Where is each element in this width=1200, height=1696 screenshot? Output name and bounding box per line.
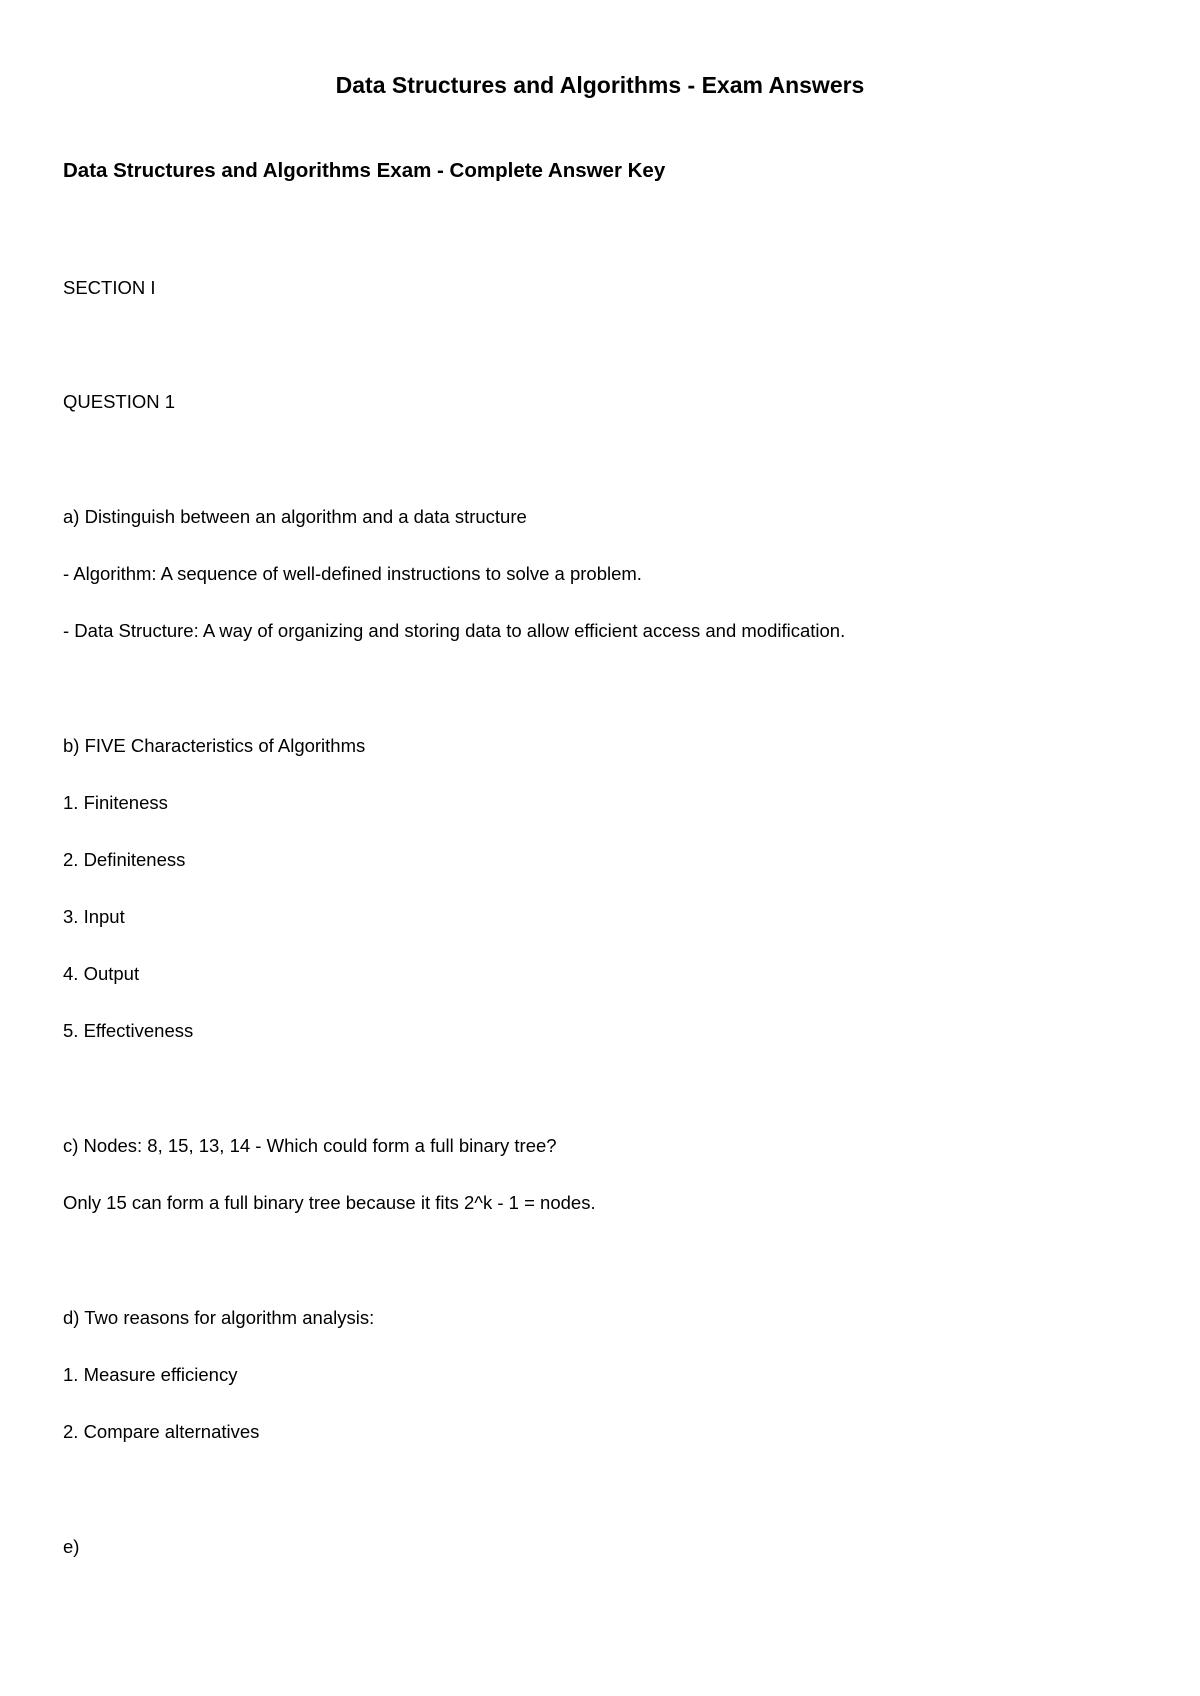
part-b-item-4: 4. Output: [63, 963, 140, 984]
part-c-answer: Only 15 can form a full binary tree because it fits 2^k - 1 = nodes.: [63, 1192, 596, 1213]
part-b-heading: b) FIVE Characteristics of Algorithms: [63, 735, 366, 756]
document-title: Data Structures and Algorithms - Exam Answers: [335, 72, 865, 98]
part-b-item-2: 2. Definiteness: [63, 849, 186, 870]
document-subtitle: Data Structures and Algorithms Exam - Complete Answer Key: [63, 159, 666, 182]
part-b-item-1: 1. Finiteness: [63, 792, 168, 813]
part-d-item-2: 2. Compare alternatives: [63, 1421, 260, 1442]
part-a-line-data-structure: - Data Structure: A way of organizing and storing data to allow efficient access and modification.: [63, 620, 846, 641]
part-a-heading: a) Distinguish between an algorithm and a data structure: [63, 506, 527, 527]
part-d-item-1: 1. Measure efficiency: [63, 1364, 238, 1385]
part-a-line-algorithm: - Algorithm: A sequence of well-defined instructions to solve a problem.: [63, 563, 642, 584]
section-heading: SECTION I: [63, 277, 156, 298]
part-b-item-5: 5. Effectiveness: [63, 1020, 194, 1041]
part-d-heading: d) Two reasons for algorithm analysis:: [63, 1307, 375, 1328]
part-b-item-3: 3. Input: [63, 906, 125, 927]
part-c-heading: c) Nodes: 8, 15, 13, 14 - Which could form a full binary tree?: [63, 1135, 557, 1156]
part-e-heading: e): [63, 1536, 80, 1557]
question-heading: QUESTION 1: [63, 391, 176, 412]
